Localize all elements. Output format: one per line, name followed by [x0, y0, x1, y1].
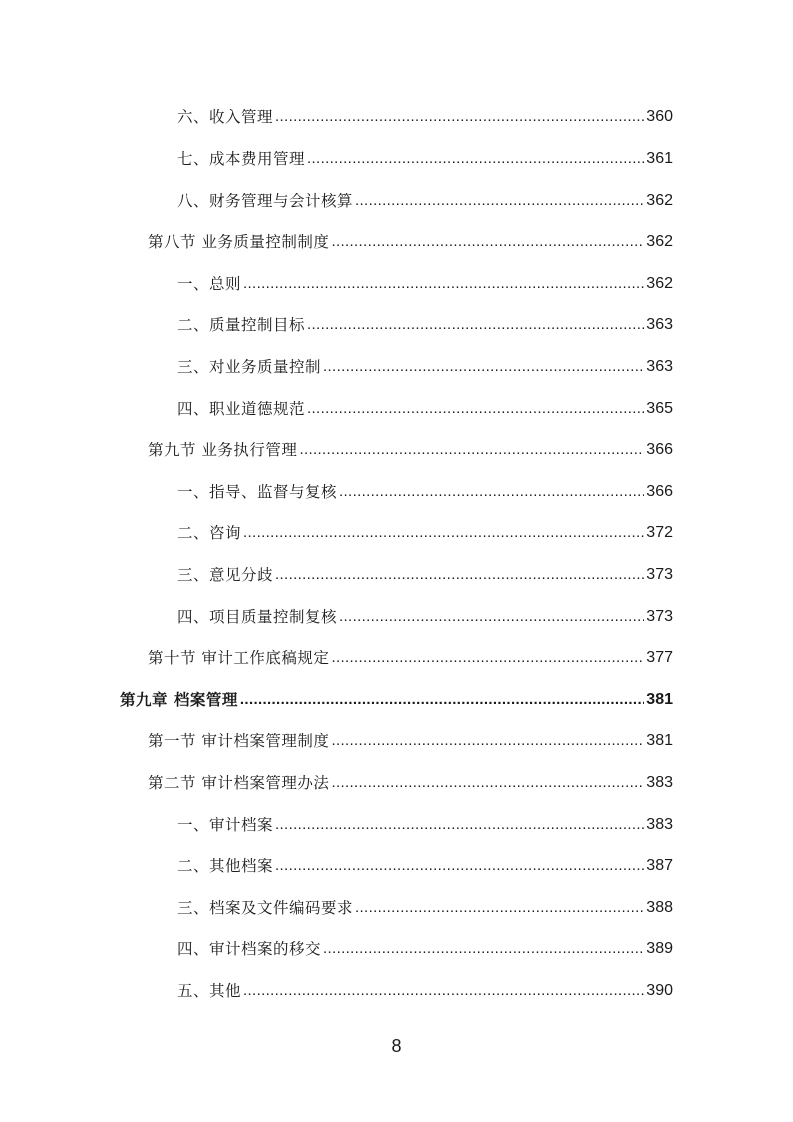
toc-section-entry[interactable]: [148, 769, 673, 797]
toc-entry-label: 第九章 档案管理: [120, 691, 238, 709]
toc-entry-page: 372: [646, 524, 673, 541]
dot-leader: [307, 145, 644, 173]
toc-entry-label: 七、成本费用管理: [177, 150, 306, 168]
toc-entry[interactable]: [177, 561, 673, 589]
toc-entry-label: 第十节 审计工作底稿规定: [148, 649, 330, 667]
dot-leader: [275, 561, 644, 589]
toc-entry-label: 第一节 审计档案管理制度: [148, 732, 330, 750]
toc-entry-page: 366: [646, 441, 673, 458]
dot-leader: [331, 644, 644, 672]
toc-entry[interactable]: [177, 311, 673, 339]
toc-entry[interactable]: [177, 353, 673, 381]
toc-section-entry[interactable]: [148, 436, 673, 464]
dot-leader: [331, 727, 644, 755]
dot-leader: [243, 270, 644, 298]
dot-leader: [275, 103, 644, 131]
dot-leader: [307, 311, 644, 339]
toc-entry-page: 390: [646, 982, 673, 999]
toc-entry-label: 八、财务管理与会计核算: [177, 192, 354, 210]
dot-leader: [355, 187, 644, 215]
toc-section-entry[interactable]: [148, 644, 673, 672]
toc-entry-label: 五、其他: [177, 982, 242, 1000]
dot-leader: [275, 811, 644, 839]
dot-leader: [243, 977, 644, 1005]
toc-entry-label: 一、指导、监督与复核: [177, 483, 338, 501]
toc-entry-page: 366: [646, 483, 673, 500]
toc-entry[interactable]: [177, 395, 673, 423]
dot-leader: [275, 852, 644, 880]
dot-leader: [331, 769, 644, 797]
toc-entry-page: 387: [646, 857, 673, 874]
toc-section-entry[interactable]: [148, 727, 673, 755]
toc-entry[interactable]: [177, 811, 673, 839]
toc-entry-label: 二、质量控制目标: [177, 316, 306, 334]
toc-entry-page: 383: [646, 774, 673, 791]
toc-entry[interactable]: [177, 145, 673, 173]
toc-entry-label: 二、咨询: [177, 524, 242, 542]
toc-entry-page: 383: [646, 816, 673, 833]
toc-entry-page: 381: [646, 732, 673, 749]
toc-entry-label: 一、总则: [177, 275, 242, 293]
toc-entry[interactable]: [177, 519, 673, 547]
toc-entry-page: 388: [646, 899, 673, 916]
toc-entry-label: 四、职业道德规范: [177, 400, 306, 418]
dot-leader: [299, 436, 644, 464]
toc-entry-page: 363: [646, 358, 673, 375]
toc-entry-label: 一、审计档案: [177, 816, 274, 834]
toc-entry[interactable]: [177, 894, 673, 922]
toc-entry-label: 三、对业务质量控制: [177, 358, 322, 376]
dot-leader: [339, 603, 644, 631]
toc-entry-label: 二、其他档案: [177, 857, 274, 875]
toc-entry-page: 362: [646, 233, 673, 250]
dot-leader: [323, 935, 644, 963]
dot-leader: [240, 686, 644, 714]
toc-entry[interactable]: [177, 935, 673, 963]
dot-leader: [355, 894, 644, 922]
toc-entry[interactable]: [177, 187, 673, 215]
toc-section-entry[interactable]: [148, 228, 673, 256]
toc-entry[interactable]: [177, 270, 673, 298]
toc-entry-page: 377: [646, 649, 673, 666]
toc-entry[interactable]: [177, 103, 673, 131]
dot-leader: [331, 228, 644, 256]
toc-entry-page: 373: [646, 608, 673, 625]
toc-entry-page: 361: [646, 150, 673, 167]
toc-entry-page: 373: [646, 566, 673, 583]
page-number: 8: [391, 1036, 402, 1056]
toc-entry-label: 第二节 审计档案管理办法: [148, 774, 330, 792]
toc-entry-page: 389: [646, 940, 673, 957]
toc-entry-label: 三、意见分歧: [177, 566, 274, 584]
toc-entry-label: 三、档案及文件编码要求: [177, 899, 354, 917]
toc-chapter-entry[interactable]: [120, 686, 673, 714]
toc-entry[interactable]: [177, 478, 673, 506]
dot-leader: [243, 519, 644, 547]
toc-entry-label: 四、项目质量控制复核: [177, 608, 338, 626]
toc-entry-page: 363: [646, 316, 673, 333]
dot-leader: [339, 478, 644, 506]
toc-entry[interactable]: [177, 852, 673, 880]
toc-entry-page: 381: [646, 691, 673, 708]
toc-entry[interactable]: [177, 977, 673, 1005]
dot-leader: [323, 353, 644, 381]
toc-entry-page: 360: [646, 108, 673, 125]
toc-entry-label: 第八节 业务质量控制制度: [148, 233, 330, 251]
toc-entry-page: 365: [646, 400, 673, 417]
toc-entry-label: 六、收入管理: [177, 108, 274, 126]
toc-entry-page: 362: [646, 275, 673, 292]
toc-entry-label: 第九节 业务执行管理: [148, 441, 298, 459]
toc-entry-label: 四、审计档案的移交: [177, 940, 322, 958]
toc-entry-page: 362: [646, 192, 673, 209]
dot-leader: [307, 395, 644, 423]
toc-entry[interactable]: [177, 603, 673, 631]
